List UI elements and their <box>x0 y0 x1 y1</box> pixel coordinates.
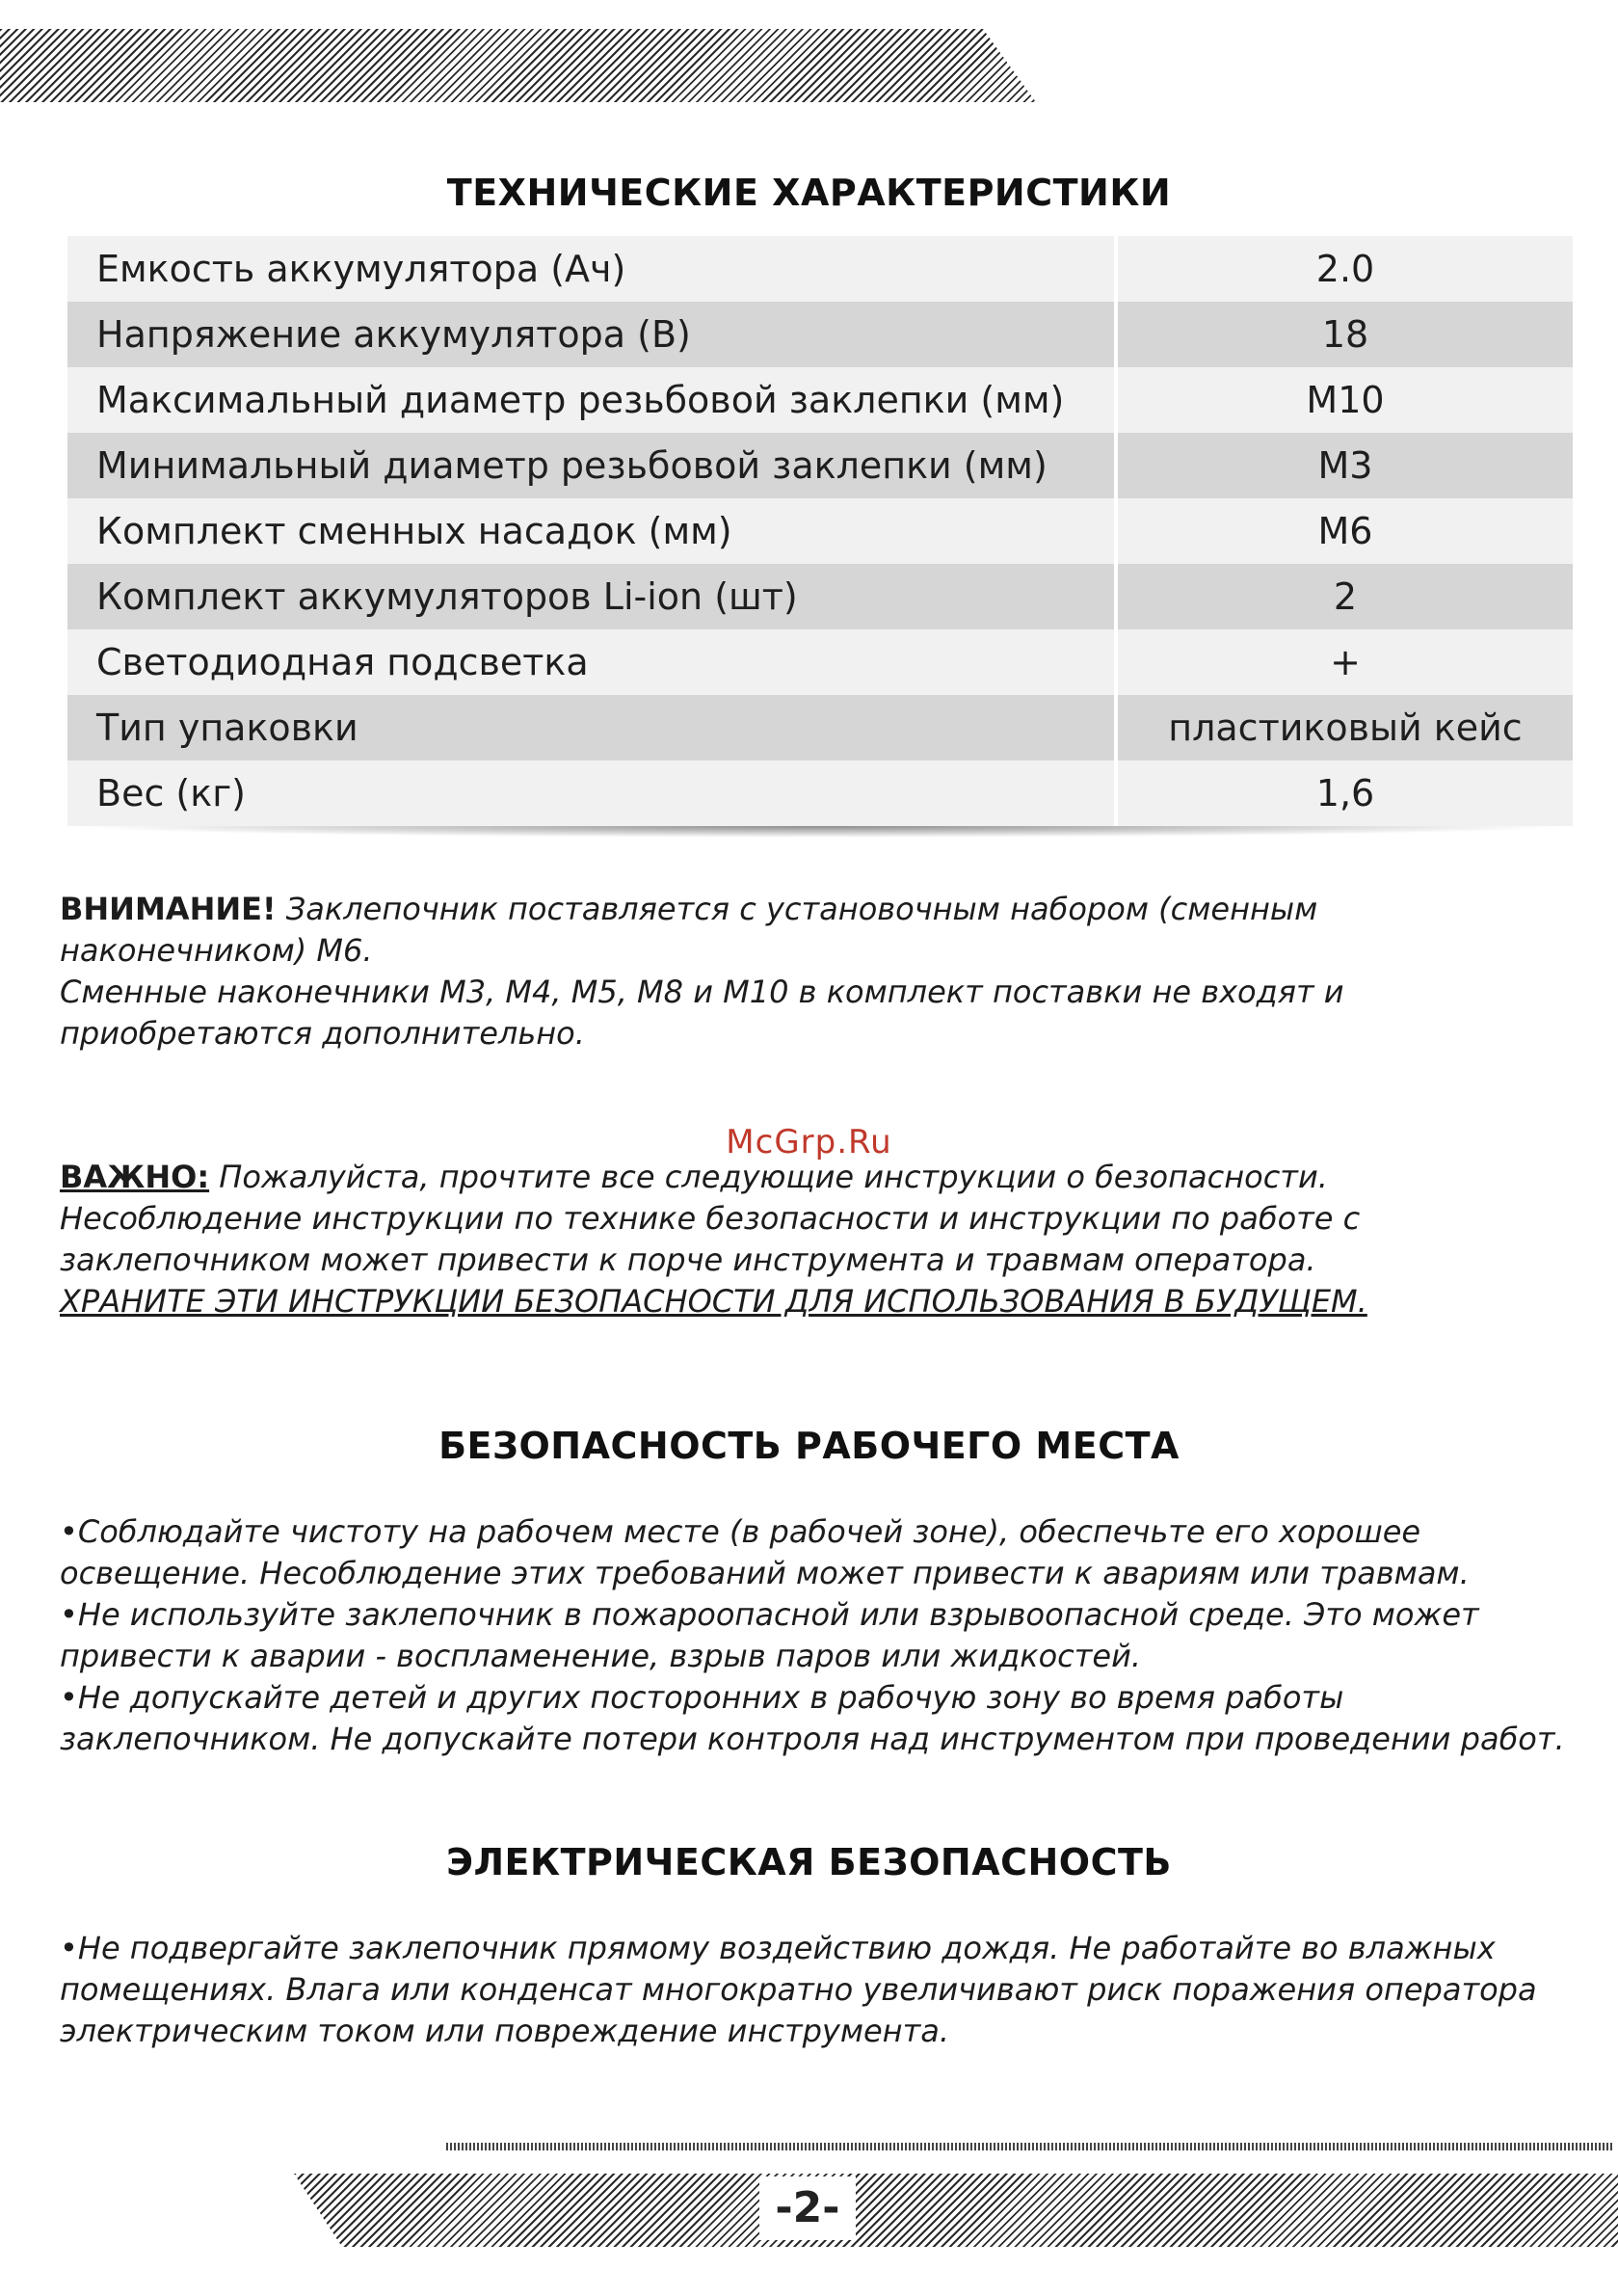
important-note <box>60 1157 1573 1322</box>
spec-value: 1,6 <box>1116 761 1573 826</box>
attention-text: Заклепочник поставляется с установочным набором (сменным наконечником) М6. <box>60 891 1318 969</box>
spec-value: М3 <box>1116 433 1573 498</box>
spec-value: + <box>1116 629 1573 695</box>
spec-label: Вес (кг) <box>67 761 1116 826</box>
list-item: •Соблюдайте чистоту на рабочем месте (в рабочей зоне), обеспечьте его хорошее освещение. Несоблюдение этих требований может привести к авариям или травмам. <box>60 1513 1470 1591</box>
attention-text-2: Сменные наконечники М3, М4, М5, М8 и М10 в комплект поставки не входят и приобретаются дополнительно. <box>60 974 1344 1052</box>
spec-value: 18 <box>1116 302 1573 367</box>
electrical-title: ЭЛЕКТРИЧЕСКАЯ БЕЗОПАСНОСТЬ <box>446 1841 1172 1883</box>
spec-value: пластиковый кейс <box>1116 695 1573 761</box>
table-row <box>67 367 1573 433</box>
table-row <box>67 302 1573 367</box>
spec-label: Комплект аккумуляторов Li-ion (шт) <box>67 564 1116 629</box>
table-shadow <box>67 826 1573 838</box>
important-label: ВАЖНО: <box>60 1159 210 1195</box>
spec-label: Максимальный диаметр резьбовой заклепки (мм) <box>67 367 1116 433</box>
list-item: •Не подвергайте заклепочник прямому воздействию дождя. Не работайте во влажных помещениях. Влага или конденсат многократно увеличивают риск поражения оператора электрическим током или повреждение инструмента. <box>60 1930 1537 2049</box>
spec-table <box>67 236 1573 826</box>
spec-label: Минимальный диаметр резьбовой заклепки (мм) <box>67 433 1116 498</box>
table-row <box>67 236 1573 302</box>
important-text: Пожалуйста, прочтите все следующие инструкции о безопасности. Несоблюдение инструкции по технике безопасности и инструкции по работе с заклепочником может привести к порче инструмента и травмам оператора. <box>60 1159 1361 1278</box>
page-number: -2- <box>759 2176 856 2240</box>
spec-label: Светодиодная подсветка <box>67 629 1116 695</box>
list-item: •Не допускайте детей и других посторонних в рабочую зону во время работы заклепочником. Не допускайте потери контроля над инструментом при проведении работ. <box>60 1679 1565 1757</box>
spec-label: Комплект сменных насадок (мм) <box>67 498 1116 564</box>
list-item: •Не используйте заклепочник в пожароопасной или взрывоопасной среде. Это может привести к аварии - воспламенение, взрыв паров или жидкостей. <box>60 1596 1479 1674</box>
specs-title: ТЕХНИЧЕСКИЕ ХАРАКТЕРИСТИКИ <box>446 172 1172 214</box>
bottom-decorative-band <box>294 2174 1618 2247</box>
watermark: McGrp.Ru <box>726 1123 892 1161</box>
spec-value: 2 <box>1116 564 1573 629</box>
attention-label: ВНИМАНИЕ! <box>60 891 277 927</box>
spec-label: Напряжение аккумулятора (В) <box>67 302 1116 367</box>
table-row <box>67 433 1573 498</box>
spec-value: М10 <box>1116 367 1573 433</box>
table-row <box>67 629 1573 695</box>
spec-value: 2.0 <box>1116 236 1573 302</box>
spec-value: М6 <box>1116 498 1573 564</box>
workplace-list <box>60 1511 1573 1760</box>
table-row <box>67 695 1573 761</box>
dotted-rule <box>446 2143 1612 2150</box>
table-row <box>67 498 1573 564</box>
important-underlined: ХРАНИТЕ ЭТИ ИНСТРУКЦИИ БЕЗОПАСНОСТИ ДЛЯ ИСПОЛЬЗОВАНИЯ В БУДУЩЕМ. <box>60 1283 1367 1320</box>
workplace-title: БЕЗОПАСНОСТЬ РАБОЧЕГО МЕСТА <box>438 1425 1180 1467</box>
table-row <box>67 564 1573 629</box>
spec-label: Тип упаковки <box>67 695 1116 761</box>
electrical-list <box>60 1928 1573 2052</box>
spec-label: Емкость аккумулятора (Ач) <box>67 236 1116 302</box>
top-decorative-band <box>0 29 1036 102</box>
table-row <box>67 761 1573 826</box>
attention-note <box>60 889 1573 1055</box>
